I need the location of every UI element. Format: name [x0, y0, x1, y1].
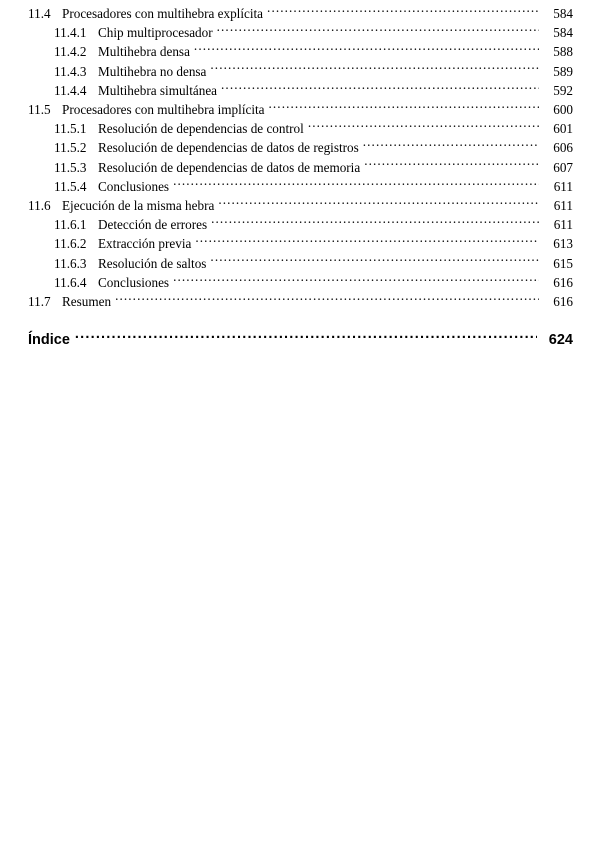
toc-entry[interactable] [28, 23, 573, 42]
dot-leader [308, 120, 539, 133]
toc-entry[interactable] [28, 234, 573, 253]
toc-entry-page: 616 [553, 294, 573, 310]
toc-entry[interactable] [28, 215, 573, 234]
toc-entry-page: 606 [553, 140, 573, 156]
index-page: 624 [548, 332, 573, 349]
toc-entry[interactable] [28, 42, 573, 61]
toc-entry-title: Resumen [62, 294, 112, 310]
toc-entry-number: 11.6.4 [54, 274, 87, 290]
toc-entry-number: 11.5.3 [54, 159, 87, 175]
dot-leader [363, 139, 539, 152]
toc-entry[interactable] [28, 273, 573, 292]
toc-entry[interactable] [28, 81, 573, 100]
dot-leader [267, 5, 539, 18]
toc-entry-page: 611 [553, 198, 573, 214]
toc-entry-number: 11.4.2 [54, 44, 87, 60]
toc-entry-number: 11.6.2 [54, 236, 87, 252]
toc-entry[interactable] [28, 4, 573, 23]
toc-entry[interactable] [28, 177, 573, 196]
toc-entry-number: 11.5.4 [54, 178, 87, 194]
dot-leader [210, 255, 539, 268]
toc-entry-page: 589 [553, 63, 573, 79]
toc-entry-title: Resolución de dependencias de datos de registros [98, 140, 359, 156]
toc-entry[interactable] [28, 158, 573, 177]
dot-leader [221, 82, 539, 95]
toc-entry-number: 11.6 [28, 198, 51, 214]
dot-leader [269, 101, 539, 114]
toc-entry-number: 11.5.2 [54, 140, 87, 156]
toc-entry-page: 607 [553, 159, 573, 175]
dot-leader [210, 63, 539, 76]
dot-leader [364, 159, 539, 172]
toc-entry-page: 592 [553, 82, 573, 98]
toc-entry-title: Detección de errores [98, 217, 208, 233]
toc-entry-number: 11.7 [28, 294, 51, 310]
toc-entry-title: Resolución de dependencias de datos de memoria [98, 159, 361, 175]
toc-entry-page: 588 [553, 44, 573, 60]
toc-entry-title: Conclusiones [98, 274, 170, 290]
toc-entry-number: 11.4.4 [54, 82, 87, 98]
toc-entry-number: 11.4 [28, 6, 51, 21]
dot-leader [115, 293, 539, 306]
toc-entry-title: Multihebra no densa [98, 63, 207, 79]
toc-entry[interactable] [28, 62, 573, 81]
toc-entry-title: Extracción previa [98, 236, 192, 252]
toc-entry[interactable] [28, 100, 573, 119]
table-of-contents [28, 4, 573, 348]
toc-entry[interactable] [28, 254, 573, 273]
toc-entry[interactable] [28, 119, 573, 138]
toc-entry-page: 616 [553, 274, 573, 290]
dot-leader [194, 43, 539, 56]
toc-entry[interactable] [28, 138, 573, 157]
toc-entry-number: 11.5 [28, 102, 51, 118]
toc-entry-page: 584 [553, 25, 573, 41]
dot-leader [195, 235, 539, 248]
toc-entry-title: Multihebra densa [98, 44, 190, 60]
toc-entry[interactable] [28, 292, 573, 311]
toc-entry-page: 601 [553, 121, 573, 137]
dot-leader [75, 330, 537, 344]
toc-entry-number: 11.6.3 [54, 255, 87, 271]
toc-entry-page: 611 [553, 217, 573, 233]
toc-entry-title: Ejecución de la misma hebra [62, 198, 215, 214]
toc-entry[interactable] [28, 196, 573, 215]
toc-entry-number: 11.6.1 [54, 217, 87, 233]
toc-entry-title: Chip multiprocesador [98, 25, 213, 41]
dot-leader [218, 197, 539, 210]
toc-entry-number: 11.4.3 [54, 63, 87, 79]
toc-entry-page: 600 [553, 102, 573, 118]
toc-entry-title: Procesadores con multihebra implícita [62, 102, 265, 118]
toc-entry-title: Resolución de dependencias de control [98, 121, 304, 137]
toc-entry-number: 11.5.1 [54, 121, 87, 137]
dot-leader [173, 178, 539, 191]
toc-entry-index[interactable] [28, 330, 573, 348]
dot-leader [211, 216, 539, 229]
index-title: Índice [28, 332, 70, 349]
toc-entry-page: 611 [553, 178, 573, 194]
toc-entry-page: 613 [553, 236, 573, 252]
toc-entry-number: 11.4.1 [54, 25, 87, 41]
toc-entry-page: 584 [553, 6, 573, 21]
dot-leader [217, 24, 539, 37]
toc-entry-title: Resolución de saltos [98, 255, 207, 271]
dot-leader [173, 274, 539, 287]
toc-entry-title: Procesadores con multihebra explícita [62, 6, 264, 21]
toc-entry-page: 615 [553, 255, 573, 271]
toc-entry-title: Conclusiones [98, 178, 170, 194]
toc-entry-title: Multihebra simultánea [98, 82, 218, 98]
